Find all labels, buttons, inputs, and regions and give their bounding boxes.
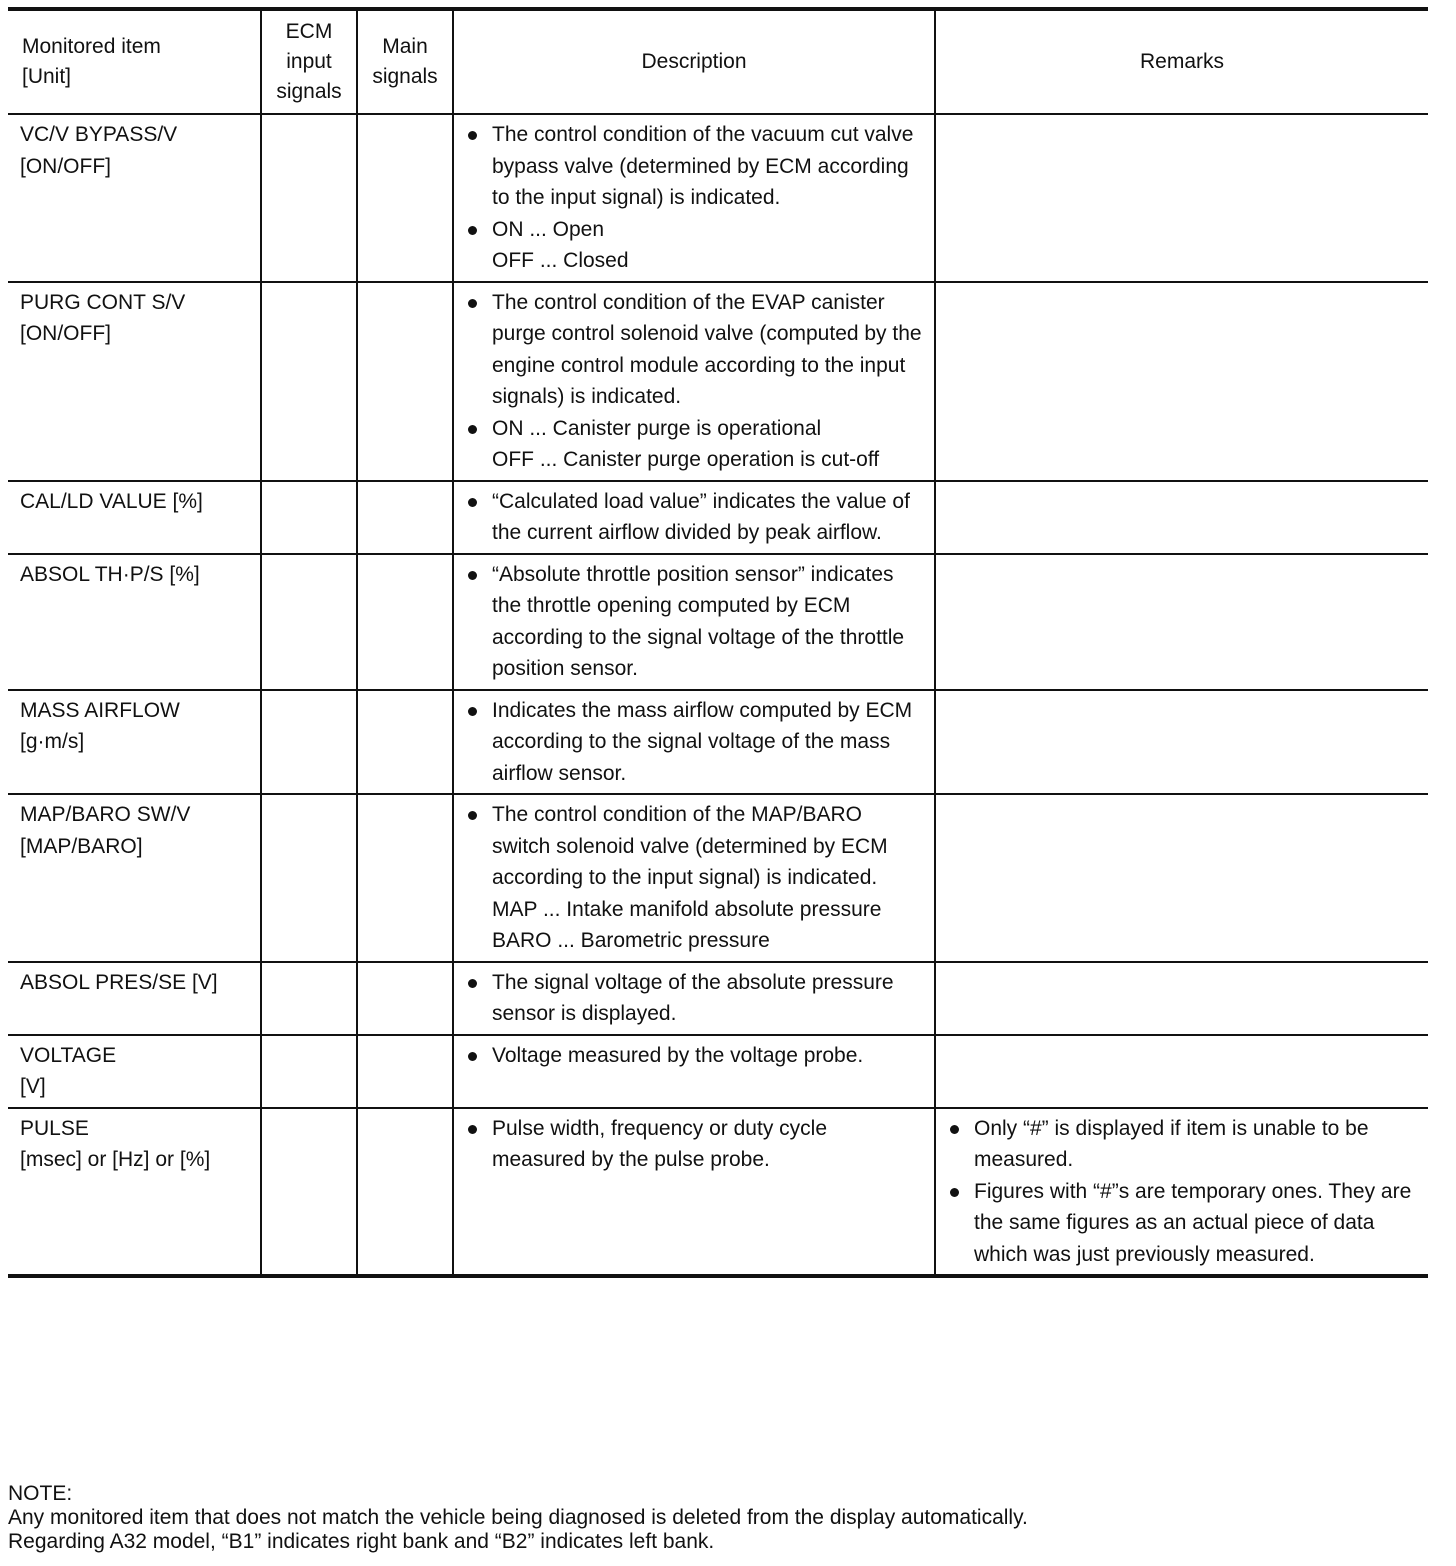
list-item <box>466 444 926 476</box>
list-item-text: The control condition of the vacuum cut valve bypass valve (determined by ECM according to the input signal) is indicated. <box>492 123 914 209</box>
cell-ecm-input-signals <box>261 962 357 1035</box>
cell-ecm-input-signals <box>261 282 357 481</box>
cell-description <box>453 794 935 962</box>
list-item-text: ON ... Open <box>492 217 605 241</box>
note-block <box>8 1482 1028 1554</box>
list-item-text: ON ... Canister purge is operational <box>492 416 822 440</box>
cell-ecm-input-signals <box>261 1108 357 1277</box>
list-item-text: Indicates the mass airflow computed by ECM according to the signal voltage of the mass airflow sensor. <box>492 698 913 785</box>
header-text: Monitored item <box>22 35 161 58</box>
cell-remarks <box>935 794 1428 962</box>
cell-monitored-item <box>8 962 261 1035</box>
cell-monitored-item <box>8 114 261 282</box>
header-remarks: Remarks <box>935 9 1428 114</box>
list-item-text: Pulse width, frequency or duty cycle measured by the pulse probe. <box>492 1116 827 1171</box>
cell-main-signals <box>357 114 453 282</box>
header-text: signals <box>276 80 342 103</box>
bullet-list <box>466 1040 926 1072</box>
cell-description <box>453 962 935 1035</box>
list-item <box>466 1113 926 1176</box>
bullet-icon <box>468 1052 477 1061</box>
list-item <box>466 287 926 413</box>
header-text: [Unit] <box>22 65 72 88</box>
bullet-list <box>466 486 926 549</box>
bullet-list <box>466 287 926 476</box>
cell-remarks <box>935 114 1428 282</box>
table-row <box>8 282 1428 481</box>
cell-main-signals <box>357 1035 453 1108</box>
bullet-icon <box>468 571 477 580</box>
bullet-icon <box>468 979 477 988</box>
cell-description <box>453 282 935 481</box>
table-row <box>8 962 1428 1035</box>
item-name: VC/V BYPASS/V <box>20 123 178 146</box>
bullet-icon <box>468 811 477 820</box>
list-item <box>466 695 926 790</box>
cell-monitored-item <box>8 481 261 554</box>
bullet-list <box>466 119 926 277</box>
list-item <box>466 245 926 277</box>
cell-monitored-item <box>8 282 261 481</box>
item-name: VOLTAGE <box>20 1043 117 1067</box>
cell-monitored-item <box>8 794 261 962</box>
cell-main-signals <box>357 1108 453 1277</box>
cell-description <box>453 481 935 554</box>
list-item-text: Figures with “#”s are temporary ones. They are the same figures as an actual piece of data which was just previously measured. <box>974 1179 1412 1266</box>
bullet-list <box>466 799 926 957</box>
bullet-icon <box>468 498 477 507</box>
cell-remarks <box>935 1035 1428 1108</box>
list-item-text: BARO ... Barometric pressure <box>492 929 770 952</box>
bullet-list <box>466 695 926 790</box>
list-item <box>466 967 926 1030</box>
cell-description <box>453 554 935 690</box>
cell-description <box>453 114 935 282</box>
header-row <box>8 9 1428 114</box>
cell-description <box>453 1035 935 1108</box>
list-item <box>466 119 926 214</box>
cell-main-signals <box>357 481 453 554</box>
cell-monitored-item <box>8 1108 261 1277</box>
item-name: ABSOL PRES/SE [V] <box>20 970 218 994</box>
header-text: Main <box>382 35 428 58</box>
cell-remarks <box>935 690 1428 795</box>
cell-ecm-input-signals <box>261 481 357 554</box>
bullet-list <box>466 1113 926 1176</box>
list-item <box>948 1113 1420 1176</box>
item-unit: [msec] or [Hz] or [%] <box>20 1148 211 1171</box>
cell-description <box>453 690 935 795</box>
list-item-text: OFF ... Canister purge operation is cut-off <box>492 448 880 471</box>
table-row <box>8 690 1428 795</box>
table-row <box>8 1035 1428 1108</box>
monitored-items-table <box>8 7 1428 1278</box>
cell-remarks <box>935 1108 1428 1277</box>
item-name: ABSOL TH·P/S [%] <box>20 562 200 586</box>
bullet-icon <box>468 299 477 308</box>
cell-ecm-input-signals <box>261 114 357 282</box>
cell-remarks <box>935 481 1428 554</box>
note-label: NOTE: <box>8 1482 73 1505</box>
bullet-icon <box>950 1188 959 1197</box>
header-text: ECM <box>285 20 333 43</box>
cell-monitored-item <box>8 1035 261 1108</box>
item-name: PULSE <box>20 1116 89 1140</box>
cell-remarks <box>935 282 1428 481</box>
list-item-text: Only “#” is displayed if item is unable to be measured. <box>974 1116 1369 1171</box>
list-item-text: MAP ... Intake manifold absolute pressure <box>492 897 882 921</box>
list-item <box>466 214 926 246</box>
cell-remarks <box>935 962 1428 1035</box>
bullet-icon <box>468 131 477 140</box>
item-unit: [V] <box>20 1075 46 1098</box>
list-item <box>466 925 926 957</box>
cell-ecm-input-signals <box>261 1035 357 1108</box>
bullet-icon <box>468 1125 477 1134</box>
table-row <box>8 554 1428 690</box>
header-monitored-item <box>8 9 261 114</box>
cell-ecm-input-signals <box>261 794 357 962</box>
bullet-icon <box>468 226 477 235</box>
cell-monitored-item <box>8 554 261 690</box>
cell-ecm-input-signals <box>261 554 357 690</box>
table-body <box>8 114 1428 1276</box>
bullet-list <box>466 967 926 1030</box>
header-main-signals <box>357 9 453 114</box>
bullet-icon <box>468 425 477 434</box>
note-line: Regarding A32 model, “B1” indicates right bank and “B2” indicates left bank. <box>8 1530 715 1553</box>
cell-remarks <box>935 554 1428 690</box>
item-unit: [ON/OFF] <box>20 322 111 345</box>
header-description: Description <box>453 9 935 114</box>
list-item-text: The signal voltage of the absolute pressure sensor is displayed. <box>492 970 894 1025</box>
list-item <box>466 486 926 549</box>
cell-monitored-item <box>8 690 261 795</box>
cell-description <box>453 1108 935 1277</box>
bullet-list <box>948 1113 1420 1271</box>
list-item <box>466 559 926 685</box>
list-item-text: “Absolute throttle position sensor” indicates the throttle opening computed by ECM according to the signal voltage of the throttle position sensor. <box>492 562 905 680</box>
table-header <box>8 9 1428 114</box>
note-line: Any monitored item that does not match the vehicle being diagnosed is deleted from the display automatically. <box>8 1506 1028 1529</box>
item-unit: [ON/OFF] <box>20 154 111 178</box>
bullet-icon <box>950 1125 959 1134</box>
list-item-text: The control condition of the MAP/BARO switch solenoid valve (determined by ECM according to the input signal) is indicated. <box>492 803 888 889</box>
cell-main-signals <box>357 282 453 481</box>
list-item-text: “Calculated load value” indicates the value of the current airflow divided by peak airflow. <box>492 489 910 544</box>
cell-main-signals <box>357 554 453 690</box>
item-name: MASS AIRFLOW <box>20 698 180 722</box>
cell-ecm-input-signals <box>261 690 357 795</box>
list-item <box>948 1176 1420 1271</box>
item-unit: [g·m/s] <box>20 730 85 753</box>
table-row <box>8 794 1428 962</box>
table-row <box>8 114 1428 282</box>
bullet-list <box>466 559 926 685</box>
list-item-text: OFF ... Closed <box>492 249 629 272</box>
list-item-text: The control condition of the EVAP canister purge control solenoid valve (computed by the engine control module according to the input signals) is indicated. <box>492 290 922 408</box>
item-name: CAL/LD VALUE [%] <box>20 489 203 513</box>
list-item <box>466 894 926 926</box>
item-name: PURG CONT S/V <box>20 290 186 314</box>
item-name: MAP/BARO SW/V <box>20 803 191 826</box>
table-row <box>8 481 1428 554</box>
list-item <box>466 413 926 445</box>
list-item <box>466 799 926 894</box>
cell-main-signals <box>357 962 453 1035</box>
cell-main-signals <box>357 690 453 795</box>
bullet-icon <box>468 707 477 716</box>
item-unit: [MAP/BARO] <box>20 834 143 858</box>
header-text: input <box>286 50 332 73</box>
header-ecm-input-signals <box>261 9 357 114</box>
cell-main-signals <box>357 794 453 962</box>
table-row <box>8 1108 1428 1277</box>
header-text: signals <box>372 65 438 88</box>
list-item <box>466 1040 926 1072</box>
list-item-text: Voltage measured by the voltage probe. <box>492 1043 864 1067</box>
